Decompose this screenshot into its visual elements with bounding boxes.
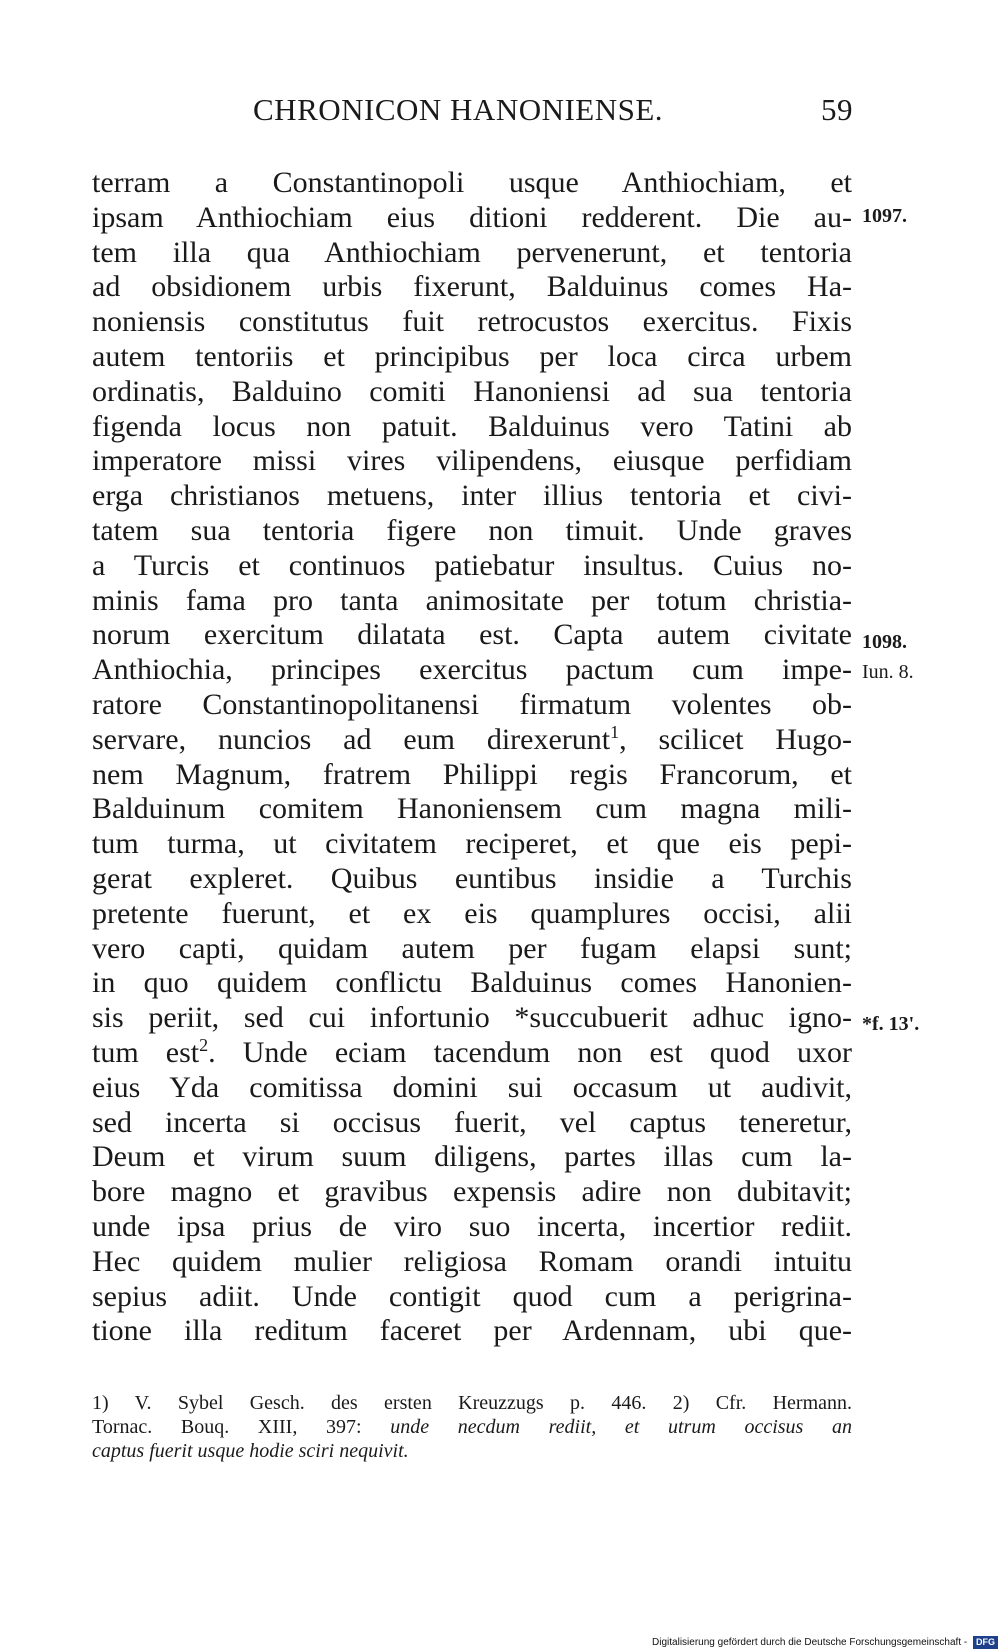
text-line: norum exercitum dilatata est. Capta autem civitate	[92, 618, 852, 652]
credit-text: Digitalisierung gefördert durch die Deutsche Forschungsgemeinschaft -	[652, 1637, 968, 1648]
footnote-quote: unde necdum rediit, et utrum occisus an	[390, 1416, 852, 1438]
margin-date-iun: Iun. 8.	[862, 661, 914, 683]
running-title: CHRONICON HANONIENSE.	[253, 92, 664, 127]
footnote-line: captus fuerit usque hodie sciri nequivit.	[92, 1440, 409, 1462]
footnotes	[92, 1391, 852, 1463]
footnote-line	[92, 1415, 852, 1439]
running-head	[253, 92, 853, 132]
text-line: nem Magnum, fratrem Philippi regis Francorum, et	[92, 757, 852, 791]
text-line	[92, 1036, 852, 1071]
text-line: vero capti, quidam autem per fugam elapsi sunt;	[92, 931, 852, 965]
dfg-logo: DFG	[973, 1636, 998, 1649]
text-line: autem tentoriis et principibus per loca circa urbem	[92, 339, 852, 373]
text-line	[92, 723, 852, 758]
text-line: sepius adiit. Unde contigit quod cum a perigrina-	[92, 1279, 852, 1313]
text-line: ordinatis, Balduino comiti Hanoniensi ad sua tentoria	[92, 374, 852, 408]
page-number: 59	[821, 92, 853, 127]
text-line: ipsam Anthiochiam eius ditioni redderent. Die au-	[92, 200, 852, 234]
text-line: eius Yda comitissa domini sui occasum ut audivit,	[92, 1070, 852, 1104]
text-line: erga christianos metuens, inter illius tentoria et civi-	[92, 479, 852, 513]
text-line: minis fama pro tanta animositate per totum christia-	[92, 583, 852, 617]
text-line: noniensis constitutus fuit retrocustos exercitus. Fixis	[92, 305, 852, 339]
text-line: tatem sua tentoria figere non timuit. Unde graves	[92, 513, 852, 547]
text-line: Deum et virum suum diligens, partes illas cum la-	[92, 1140, 852, 1174]
text-line: unde ipsa prius de viro suo incerta, incertior rediit.	[92, 1209, 852, 1243]
main-text	[92, 166, 852, 1349]
margin-year-1098: 1098.	[862, 631, 907, 653]
digitization-credit	[652, 1634, 1000, 1652]
text-line: sed incerta si occisus fuerit, vel captus teneretur,	[92, 1105, 852, 1139]
footnote-line: 1) V. Sybel Gesch. des ersten Kreuzzugs p. 446. 2) Cfr. Hermann.	[92, 1392, 852, 1414]
text-segment: , scilicet Hugo-	[619, 722, 852, 756]
text-line: sis periit, sed cui infortunio *succubuerit adhuc igno-	[92, 1001, 852, 1035]
text-segment: . Unde eciam tacendum non est quod uxor	[208, 1035, 853, 1069]
text-line: ad obsidionem urbis fixerunt, Balduinus comes Ha-	[92, 270, 852, 304]
text-line: tione illa reditum faceret per Ardennam, ubi que-	[92, 1314, 852, 1348]
footnote-text: Tornac. Bouq. XIII, 397:	[92, 1416, 391, 1438]
footnote-ref-1: 1	[610, 721, 620, 742]
text-line: gerat expleret. Quibus euntibus insidie a Turchis	[92, 861, 852, 895]
text-line: Anthiochia, principes exercitus pactum cum impe-	[92, 653, 852, 687]
text-line: tum turma, ut civitatem reciperet, et que eis pepi-	[92, 827, 852, 861]
text-line: pretente fuerunt, et ex eis quamplures occisi, alii	[92, 896, 852, 930]
text-line: terram a Constantinopoli usque Anthiochiam, et	[92, 166, 852, 199]
text-line: Balduinum comitem Hanoniensem cum magna mili-	[92, 792, 852, 826]
text-line: Hec quidem mulier religiosa Romam orandi intuitu	[92, 1244, 852, 1278]
footnote-ref-2: 2	[199, 1034, 209, 1055]
text-line: a Turcis et continuos patiebatur insultus. Cuius no-	[92, 548, 852, 582]
text-line: ratore Constantinopolitanensi firmatum volentes ob-	[92, 687, 852, 721]
text-line: tem illa qua Anthiochiam pervenerunt, et tentoria	[92, 235, 852, 269]
text-line: in quo quidem conflictu Balduinus comes Hanonien-	[92, 966, 852, 1000]
text-line: figenda locus non patuit. Balduinus vero Tatini ab	[92, 409, 852, 443]
text-line: imperatore missi vires vilipendens, eiusque perfidiam	[92, 444, 852, 478]
text-segment: servare, nuncios ad eum direxerunt	[92, 722, 611, 756]
text-line: bore magno et gravibus expensis adire non dubitavit;	[92, 1175, 852, 1209]
margin-folio: *f. 13'.	[862, 1013, 920, 1035]
text-segment: tum est	[92, 1035, 200, 1069]
margin-year-1097: 1097.	[862, 205, 907, 227]
